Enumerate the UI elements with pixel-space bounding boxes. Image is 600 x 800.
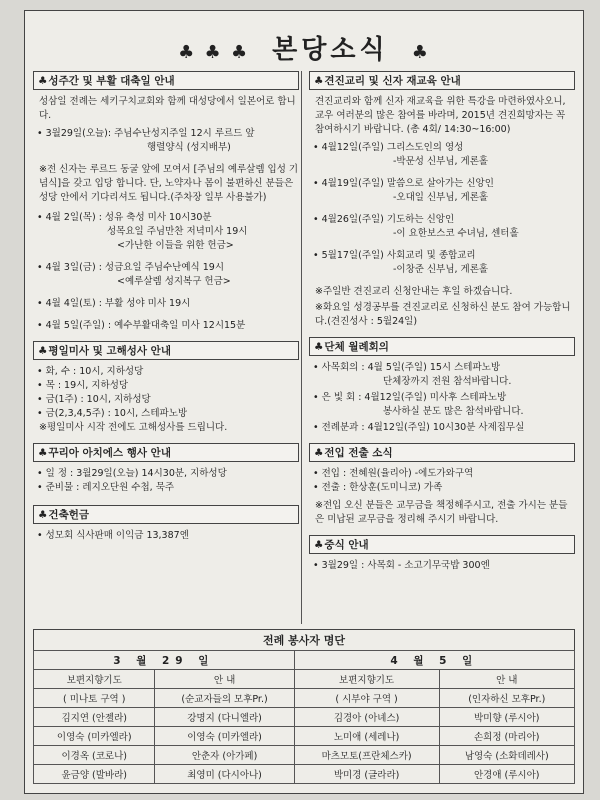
item-text: • 4월 4일(토) : 부활 성야 미사 19시 — [37, 298, 191, 309]
section-title: ♣ 전입 전출 소식 — [309, 443, 575, 462]
item-text: 봉사하실 분도 많은 참석바랍니다. — [383, 406, 524, 417]
item-text: • 4월19일(주일) 말씀으로 살아가는 신앙인 — [313, 178, 494, 189]
list-item — [309, 213, 575, 241]
item-text: -이창준 신부님, 게론홀 — [393, 264, 489, 275]
page-title-text: 본당소식 — [272, 35, 389, 65]
column-subheader: ( 미나토 구역 ) — [34, 689, 155, 708]
list-item: • 3월29일 : 사목회 - 소고기무국밥 300엔 — [313, 560, 490, 571]
note: ※전 신자는 루르드 동굴 앞에 모여서 [주님의 예루살렘 입성 기념식]을 갖고 입당 합니다. 단, 노약자나 몸이 불편하신 분들은 성당 안에서 기다리셔도 됩니다.(주차장 일부 사용불가) — [39, 164, 299, 203]
list-item: • 준비물 : 레지오단원 수첩, 묵주 — [37, 482, 175, 493]
section-title: ♣ 건축헌금 — [33, 505, 299, 524]
confirmation-section — [309, 71, 575, 329]
column-header: 안 내 — [439, 670, 574, 689]
curia-acies-section — [33, 443, 299, 495]
table-cell: 최영미 (다시아나) — [155, 765, 294, 784]
table-cell: 강명지 (다니엘라) — [155, 708, 294, 727]
item-text: • 4월12일(주일) 그리스도인의 영성 — [313, 142, 464, 153]
page-title — [25, 29, 583, 66]
item-text: • 4월 2일(목) : 성유 축성 미사 10시30분 — [37, 212, 212, 223]
date-header: 4 월 5 일 — [294, 651, 574, 670]
date-header: 3 월 29 일 — [34, 651, 295, 670]
note: ※전입 오신 분들은 교무금을 책정해주시고, 전출 가시는 분들은 미납된 교무금을 정리해 주시기 바랍니다. — [315, 500, 568, 525]
item-text: 단체장까지 전원 참석바랍니다. — [383, 376, 512, 387]
list-item — [33, 297, 299, 311]
table-cell: 김경아 (아녜스) — [294, 708, 439, 727]
list-item — [309, 391, 575, 419]
lunch-section — [309, 535, 575, 573]
note: ※평일미사 시작 전에도 고해성사를 드립니다. — [39, 422, 228, 433]
list-item: • 목 : 19시, 지하성당 — [37, 380, 129, 391]
building-fund-section — [33, 505, 299, 543]
bulletin-sheet — [24, 10, 584, 794]
list-item: • 성모회 식사판매 이익금 13,387엔 — [37, 530, 189, 541]
paragraph: 견진교리와 함께 신자 재교육을 위한 특강을 마련하였사오니, 교우 여러분의 많은 참여를 바라며, 2015년 견진희망자는 꼭 참여하시기 바랍니다. (총 4회/ 14:30~16:00) — [315, 96, 566, 135]
column-header: 보편지향기도 — [294, 670, 439, 689]
list-item: • 전입 : 전혜원(율리아) -에도가와구역 — [313, 468, 474, 479]
list-item — [309, 141, 575, 169]
list-item: • 전출 : 한상훈(도미니코) 가족 — [313, 482, 443, 493]
table-cell: 노미애 (세레나) — [294, 727, 439, 746]
liturgy-servers-block — [33, 629, 575, 784]
table-cell: 마츠모토(프란체스카) — [294, 746, 439, 765]
list-item — [33, 211, 299, 253]
section-title: ♣ 꾸리아 아치에스 행사 안내 — [33, 443, 299, 462]
paragraph: 성삼일 전례는 세키구치교회와 함께 대성당에서 일본어로 합니다. — [39, 96, 296, 121]
table-cell: 김지연 (안젤라) — [34, 708, 155, 727]
weekday-mass-section — [33, 341, 299, 435]
table-row — [34, 746, 575, 765]
item-text: • 전례분과 : 4월12일(주일) 10시30분 사제집무실 — [313, 422, 525, 433]
section-title: ♣ 중식 안내 — [309, 535, 575, 554]
list-item — [33, 319, 299, 333]
item-text: • 5월17일(주일) 사회교리 및 종합교리 — [313, 250, 476, 261]
left-column — [33, 71, 299, 551]
servers-title: 전례 봉사자 명단 — [33, 629, 575, 650]
monthly-meeting-section — [309, 337, 575, 435]
section-title: ♣ 성주간 및 부활 대축일 안내 — [33, 71, 299, 90]
item-text: <예루살렘 성지복구 헌금> — [117, 276, 231, 287]
section-title: ♣ 평일미사 및 고해성사 안내 — [33, 341, 299, 360]
item-text: -박문성 신부님, 게론홀 — [393, 156, 489, 167]
column-header: 보편지향기도 — [34, 670, 155, 689]
table-row — [34, 727, 575, 746]
item-text: 성목요일 주님만찬 저녁미사 19시 — [107, 226, 248, 237]
item-text: • 3월29일(오늘): 주님수난성지주일 12시 루르드 앞 — [37, 128, 255, 139]
table-cell: 안경애 (루시아) — [439, 765, 574, 784]
table-cell: 남영숙 (소화데레사) — [439, 746, 574, 765]
item-text: <가난한 이들을 위한 헌금> — [117, 240, 234, 251]
table-row — [34, 765, 575, 784]
section-title: ♣ 단체 월례회의 — [309, 337, 575, 356]
list-item: • 일 정 : 3월29일(오늘) 14시30분, 지하성당 — [37, 468, 227, 479]
table-cell: 이경옥 (코로나) — [34, 746, 155, 765]
list-item: • 금(2,3,4,5주) : 10시, 스테파노방 — [37, 408, 188, 419]
table-cell: 이영숙 (미카엘라) — [155, 727, 294, 746]
column-subheader: (인자하신 모후Pr.) — [439, 689, 574, 708]
column-subheader: ( 시부야 구역 ) — [294, 689, 439, 708]
item-text: -오대일 신부님, 게론홀 — [393, 192, 489, 203]
column-subheader: (순교자들의 모후Pr.) — [155, 689, 294, 708]
note: ※주일반 견진교리 신청안내는 후일 하겠습니다. — [315, 286, 513, 297]
column-divider — [301, 71, 302, 624]
list-item — [309, 421, 575, 435]
list-item — [309, 177, 575, 205]
section-title: ♣ 견진교리 및 신자 재교육 안내 — [309, 71, 575, 90]
table-cell: 박미향 (루시아) — [439, 708, 574, 727]
table-row — [34, 708, 575, 727]
column-header: 안 내 — [155, 670, 294, 689]
transfer-news-section — [309, 443, 575, 527]
servers-table — [33, 650, 575, 784]
item-text: • 4월 5일(주일) : 예수부활대축일 미사 12시15분 — [37, 320, 246, 331]
list-item — [33, 127, 299, 155]
clubs-decoration-icon: ♣ ♣ ♣ — [178, 42, 250, 63]
table-cell: 박미경 (글라라) — [294, 765, 439, 784]
list-item: • 금(1주) : 10시, 지하성당 — [37, 394, 151, 405]
item-text: • 4월26일(주일) 기도하는 신앙인 — [313, 214, 455, 225]
list-item — [33, 261, 299, 289]
table-cell: 안춘자 (아가페) — [155, 746, 294, 765]
list-item: • 화, 수 : 10시, 지하성당 — [37, 366, 144, 377]
table-cell: 손희정 (마리아) — [439, 727, 574, 746]
item-text: • 사목회의 : 4월 5일(주일) 15시 스테파노방 — [313, 362, 500, 373]
club-decoration-icon: ♣ — [411, 42, 430, 63]
item-text: 행렬양식 (성지배부) — [147, 142, 231, 153]
list-item — [309, 249, 575, 277]
list-item — [309, 361, 575, 389]
item-text: -이 요한보스코 수녀님, 센터홀 — [393, 228, 519, 239]
table-cell: 윤금양 (발바라) — [34, 765, 155, 784]
table-cell: 이영숙 (미카엘라) — [34, 727, 155, 746]
item-text: • 은 빛 회 : 4월12일(주일) 미사후 스테파노방 — [313, 392, 507, 403]
holy-week-section — [33, 71, 299, 333]
item-text: • 4월 3일(금) : 성금요일 주님수난예식 19시 — [37, 262, 224, 273]
note: ※화요일 성경공부를 견진교리로 신청하신 분도 참여 가능합니다.(견진성사 : 5월24일) — [315, 302, 571, 327]
right-column — [309, 71, 575, 581]
